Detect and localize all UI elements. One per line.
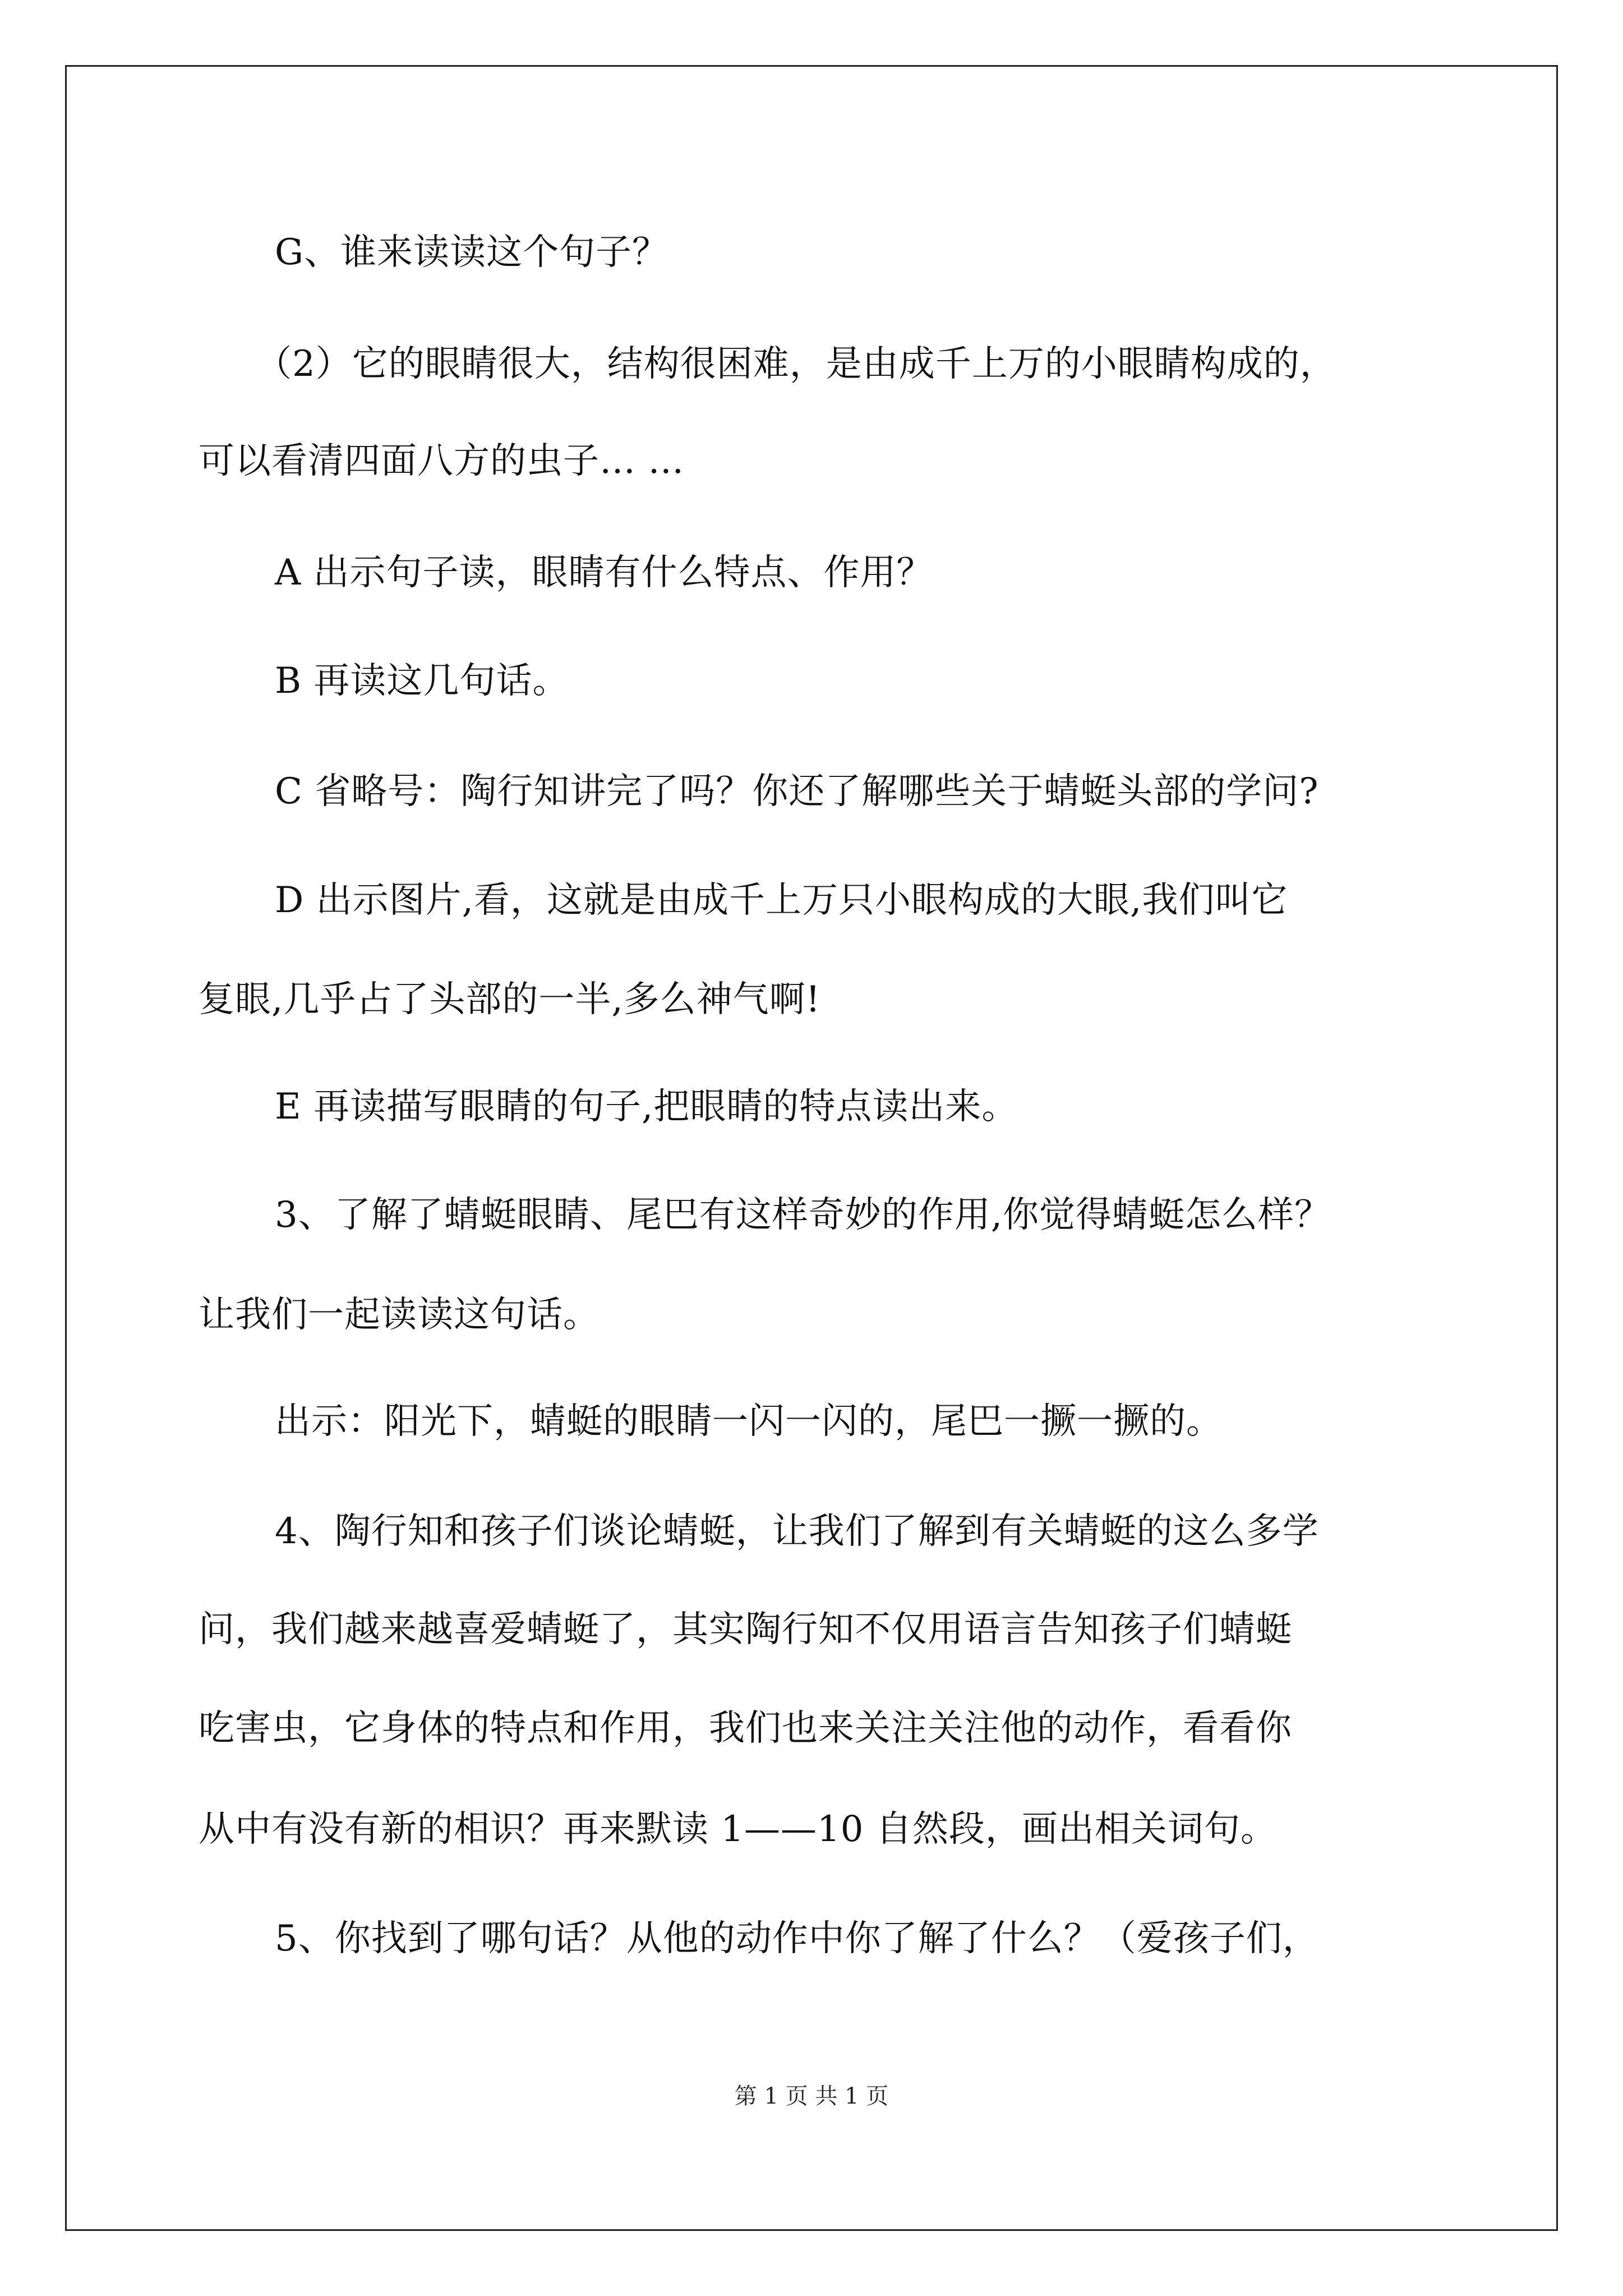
text-line: 吃害虫，它身体的特点和作用，我们也来关注关注他的动作，看看你: [199, 1708, 1292, 1749]
text-line: 3、了解了蜻蜓眼睛、尾巴有这样奇妙的作用,你觉得蜻蜓怎么样？: [275, 1194, 1331, 1236]
text-line: B 再读这几句话。: [275, 660, 569, 702]
text-line: 4、陶行知和孩子们谈论蜻蜓，让我们了解到有关蜻蜓的这么多学: [275, 1511, 1319, 1552]
text-line: 出示：阳光下，蜻蜓的眼睛一闪一闪的，尾巴一撅一撅的。: [275, 1401, 1223, 1442]
text-line: D 出示图片,看，这就是由成千上万只小眼构成的大眼,我们叫它: [275, 880, 1288, 921]
text-line: A 出示句子读，眼睛有什么特点、作用？: [275, 552, 933, 593]
text-line: （2）它的眼睛很大，结构很困难，是由成千上万的小眼睛构成的，: [256, 343, 1336, 385]
text-line: E 再读描写眼睛的句子,把眼睛的特点读出来。: [275, 1086, 1018, 1128]
page-frame: [65, 65, 1558, 2231]
text-line: 问，我们越来越喜爱蜻蜓了，其实陶行知不仅用语言告知孩子们蜻蜓: [199, 1609, 1292, 1650]
text-line: G、谁来读读这个句子？: [275, 232, 669, 273]
text-line: C 省略号：陶行知讲完了吗？你还了解哪些关于蜻蜓头部的学问?: [275, 771, 1319, 812]
text-line: 从中有没有新的相识？再来默读 1——10 自然段，画出相关词句。: [199, 1809, 1277, 1850]
page-footer: 第 1 页 共 1 页: [734, 2083, 889, 2109]
text-line: 可以看清四面八方的虫子… …: [199, 440, 685, 482]
text-line: 5、你找到了哪句话？从他的动作中你了解了什么？（爱孩子们，: [275, 1918, 1319, 1959]
text-line: 让我们一起读读这句话。: [199, 1294, 600, 1336]
text-line: 复眼,几乎占了头部的一半,多么神气啊!: [199, 979, 821, 1020]
